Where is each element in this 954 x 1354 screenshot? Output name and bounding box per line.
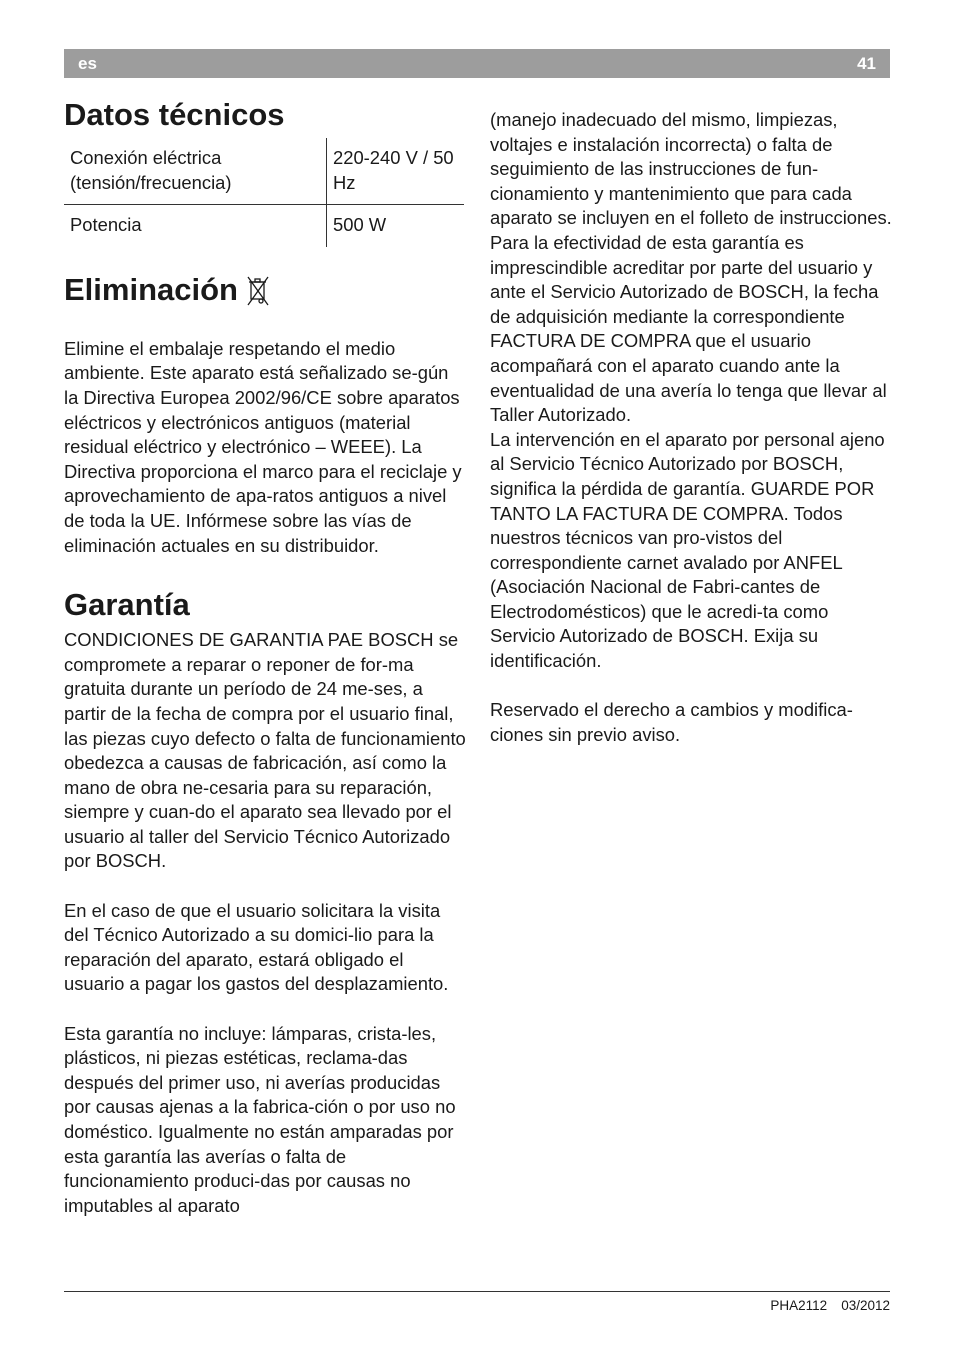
- eliminacion-text: Elimine el embalaje respetando el medio ambiente. Este aparato está señalizado se-gún la Directiva Europea 2002/96/CE sobre aparatos eléctricos y electrónicos antiguos (material residual eléctrico y electrónico – WEEE). La Directiva proporciona el marco para el reciclaje y aprovechamiento de apa-ratos antiguos a nivel de toda la UE. Infórmese sobre las vías de eliminación actuales en su distribuidor.: [64, 337, 462, 556]
- header-bar: [64, 49, 890, 78]
- table-row: [64, 138, 464, 205]
- garantia-paragraph-3: Esta garantía no incluye: lámparas, crista-les, plásticos, ni piezas estéticas, reclama-das después del primer uso, ni averías producidas por causas ajenas a la fabrica-ción o por uso no doméstico. Igualmente no están amparadas por esta garantía las averías o falta de funcionamiento produci-das por causas no imputables al aparato: [64, 1022, 456, 1216]
- garantia-paragraph-1: CONDICIONES DE GARANTIA PAE BOSCH se compromete a reparar o reponer de for-ma gratuita durante un período de 24 me-ses, a partir de la fecha de compra por el usuario final, las piezas cuyo defecto o falta de funcionamiento obedezca a causas de fabricación, así como la mano de obra ne-cesaria para su reparación, siempre y cuan-do el aparato sea llevado por el usuario al taller del Servicio Técnico Autorizado por BOSCH.: [64, 629, 466, 872]
- spec-value: 500 W: [327, 205, 465, 247]
- garantia-paragraph-2: En el caso de que el usuario solicitara la visita del Técnico Autorizado a su domici-lio para la reparación del aparato, estará obligado el usuario a pagar los gastos del desplazamiento.: [64, 899, 449, 995]
- footer: [770, 1298, 890, 1313]
- eliminacion-title: Eliminación: [64, 271, 238, 307]
- crossed-bin-icon: [246, 275, 270, 309]
- spec-value: 220-240 V / 50 Hz: [327, 138, 465, 205]
- garantia-title: Garantía: [64, 587, 190, 623]
- garantia-paragraph-4: (manejo inadecuado del mismo, limpiezas, voltajes e instalación incorrecta) o falta de seguimiento de las instrucciones de fun-cionamiento y mantenimiento que para cada aparato se incluyen en el folleto de instrucciones.: [490, 109, 892, 229]
- garantia-paragraph-6: La intervención en el aparato por personal ajeno al Servicio Técnico Autorizado por BOSCH, significa la pérdida de garantía. GUARDE POR TANTO LA FACTURA DE COMPRA. Todos nuestros técnicos van pro-vistos del correspondiente carnet avalado por ANFEL (Asociación Nacional de Fabri-cantes de Electrodomésticos) que le acredi-ta como Servicio Autorizado de BOSCH. Exija su identificación.: [490, 428, 885, 672]
- language-code: es: [78, 54, 97, 73]
- footer-divider: [64, 1291, 890, 1292]
- spec-label: Conexión eléctrica (tensión/frecuencia): [64, 138, 327, 205]
- page-number: 41: [857, 54, 876, 73]
- reservado-text: Reservado el derecho a cambios y modifica-ciones sin previo aviso.: [490, 699, 853, 745]
- footer-date: 03/2012: [841, 1298, 890, 1313]
- garantia-paragraph-5: Para la efectividad de esta garantía es imprescindible acreditar por parte del usuario y ante el Servicio Autorizado de BOSCH, la fecha de adquisición mediante la correspondiente FACTURA DE COMPRA que el usuario acompañará con el aparato cuando ante la eventualidad de una avería lo tenga que llevar al Taller Autorizado.: [490, 231, 887, 426]
- footer-model: PHA2112: [770, 1298, 828, 1313]
- eliminacion-heading: [64, 267, 466, 313]
- right-column: [490, 108, 892, 747]
- left-column: [64, 92, 466, 1218]
- spec-label: Potencia: [70, 214, 142, 236]
- table-row: [64, 205, 464, 247]
- specs-table: [64, 138, 464, 247]
- datos-tecnicos-title: Datos técnicos: [64, 97, 285, 132]
